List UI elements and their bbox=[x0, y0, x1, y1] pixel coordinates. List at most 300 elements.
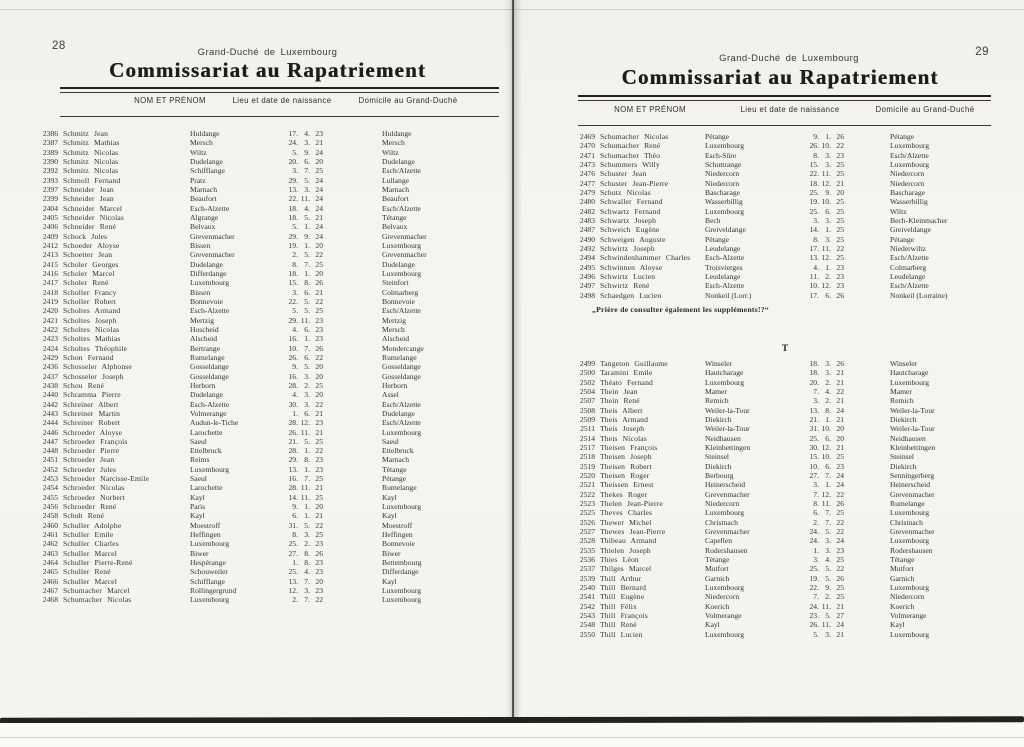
entry-birthdate: 26. 6. 22 bbox=[288, 352, 323, 362]
entry-birthplace: Bech bbox=[705, 215, 721, 225]
table-row bbox=[545, 188, 1015, 197]
entry-domicile: Volmerange bbox=[890, 610, 927, 620]
entry-number: 2452 bbox=[42, 464, 58, 474]
entry-number: 2464 bbox=[42, 558, 58, 568]
entry-birthplace: Christnach bbox=[705, 517, 738, 527]
table-row bbox=[545, 527, 1015, 536]
entry-birthdate: 15. 8. 26 bbox=[288, 278, 323, 288]
entry-number: 2507 bbox=[579, 396, 595, 406]
table-row bbox=[30, 232, 505, 241]
entry-number: 2497 bbox=[579, 281, 595, 291]
entry-birthdate: 25. 5. 22 bbox=[809, 564, 844, 574]
entry-name: Schuller Charles bbox=[63, 539, 119, 549]
entry-birthplace: Wiltz bbox=[190, 147, 207, 157]
table-row bbox=[30, 334, 505, 343]
entry-domicile: Bettembourg bbox=[382, 558, 422, 568]
entry-birthplace: Dudelange bbox=[190, 156, 223, 166]
entry-birthplace: Grevenmacher bbox=[705, 526, 750, 536]
entry-domicile: Heffingen bbox=[382, 530, 413, 540]
entry-domicile: Luxembourg bbox=[382, 427, 422, 437]
entry-birthdate: 17. 11. 22 bbox=[809, 243, 844, 253]
entry-birthplace: Herborn bbox=[190, 380, 216, 390]
entry-number: 2522 bbox=[579, 489, 595, 499]
entry-domicile: Differdange bbox=[382, 567, 419, 577]
entry-domicile: Luxembourg bbox=[382, 586, 422, 596]
entry-birthplace: Kayl bbox=[190, 511, 205, 521]
entry-birthdate: 22. 9. 25 bbox=[809, 582, 844, 592]
entry-birthdate: 4. 6. 23 bbox=[292, 324, 323, 334]
table-row bbox=[30, 446, 505, 455]
table-row bbox=[545, 480, 1015, 489]
entry-number: 2469 bbox=[579, 132, 595, 141]
table-row bbox=[545, 546, 1015, 555]
entry-birthdate: 15. 3. 25 bbox=[809, 159, 844, 169]
entry-birthplace: Tétange bbox=[705, 554, 730, 564]
entry-domicile: Luxembourg bbox=[890, 377, 930, 387]
entry-birthplace: Biwer bbox=[190, 548, 209, 558]
table-row bbox=[545, 216, 1015, 225]
entry-name: Theisen Roger bbox=[600, 470, 650, 480]
table-row bbox=[545, 443, 1015, 452]
entry-number: 2465 bbox=[42, 567, 58, 577]
entry-name: Schuster Jean-Pierre bbox=[600, 178, 669, 188]
table-row bbox=[30, 278, 505, 287]
entry-birthdate: 4. 3. 20 bbox=[292, 390, 323, 400]
table-row bbox=[545, 197, 1015, 206]
table-row bbox=[545, 207, 1015, 216]
entry-name: Schreiner Albert bbox=[63, 399, 119, 409]
entry-domicile: Luxembourg bbox=[890, 536, 930, 546]
entry-name: Thill Eugène bbox=[600, 592, 645, 602]
entry-name: Schou René bbox=[63, 380, 104, 390]
table-row bbox=[30, 577, 505, 586]
entry-number: 2550 bbox=[579, 629, 595, 639]
entry-domicile: Luxembourg bbox=[890, 582, 930, 592]
entry-domicile: Luxembourg bbox=[382, 240, 422, 250]
table-row bbox=[545, 434, 1015, 443]
entry-number: 2536 bbox=[579, 554, 595, 564]
entry-birthdate: 25. 9. 20 bbox=[809, 187, 844, 197]
entry-birthplace: Mutfort bbox=[705, 564, 729, 574]
table-row bbox=[30, 194, 505, 203]
entry-birthplace: Gosseldange bbox=[190, 371, 229, 381]
entry-birthdate: 19. 10. 25 bbox=[809, 197, 844, 207]
entry-name: Thill Félix bbox=[600, 601, 637, 611]
table-row bbox=[545, 160, 1015, 169]
entry-birthplace: Esch-Alzette bbox=[190, 306, 230, 316]
entry-domicile: Kayl bbox=[890, 620, 905, 630]
entry-domicile: Diekirch bbox=[890, 461, 917, 471]
entry-birthplace: Mersch bbox=[190, 138, 213, 148]
entry-number: 2436 bbox=[42, 362, 58, 372]
entry-domicile: Kleinbettingen bbox=[890, 442, 936, 452]
entry-number: 2448 bbox=[42, 446, 58, 456]
entry-name: Schumacher Nicolas bbox=[63, 595, 132, 605]
entry-name: Scholer Georges bbox=[63, 259, 119, 269]
entry-number: 2423 bbox=[42, 334, 58, 344]
entry-number: 2453 bbox=[42, 474, 58, 484]
entry-birthdate: 3. 7. 25 bbox=[292, 166, 323, 176]
entry-birthdate: 18. 3. 21 bbox=[809, 368, 844, 378]
entry-birthplace: Bascharage bbox=[705, 187, 740, 197]
table-row bbox=[545, 368, 1015, 377]
entry-name: Thill René bbox=[600, 620, 637, 630]
entry-birthdate: 18. 5. 21 bbox=[288, 212, 323, 222]
entry-name: Theis Nicolas bbox=[600, 433, 647, 443]
entry-name: Taramini Emile bbox=[600, 368, 653, 378]
entry-birthplace: Luxembourg bbox=[190, 464, 230, 474]
entry-name: Scholtes Mathias bbox=[63, 334, 121, 344]
entry-number: 2455 bbox=[42, 492, 58, 502]
entry-birthplace: Capellen bbox=[705, 536, 732, 546]
table-row bbox=[30, 325, 505, 334]
entry-birthdate: 8. 11. 26 bbox=[813, 498, 844, 508]
entry-number: 2409 bbox=[42, 231, 58, 241]
entry-number: 2504 bbox=[579, 386, 595, 396]
entry-birthdate: 19. 5. 26 bbox=[809, 573, 844, 583]
entry-domicile: Belvaux bbox=[382, 222, 408, 232]
entry-domicile: Beaufort bbox=[382, 194, 409, 204]
entry-birthdate: 16. 7. 25 bbox=[288, 474, 323, 484]
entry-name: Thelen Jean-Pierre bbox=[600, 498, 663, 508]
entry-birthplace: Bertrange bbox=[190, 343, 220, 353]
entry-birthdate: 9. 5. 20 bbox=[292, 362, 323, 372]
entry-birthdate: 1. 6. 21 bbox=[292, 408, 323, 418]
entry-name: Schmitz Jean bbox=[63, 129, 109, 138]
table-row bbox=[30, 185, 505, 194]
table-row bbox=[545, 462, 1015, 471]
entry-domicile: Luxembourg bbox=[890, 159, 930, 169]
entry-name: Schreiner Robert bbox=[63, 418, 121, 428]
entry-number: 2499 bbox=[579, 359, 595, 368]
table-row bbox=[545, 415, 1015, 424]
entry-birthplace: Ettelbruck bbox=[190, 446, 222, 456]
entry-name: Schuller Emile bbox=[63, 530, 114, 540]
entry-domicile: Esch/Alzette bbox=[890, 253, 929, 263]
entry-birthdate: 1. 3. 23 bbox=[813, 545, 844, 555]
entry-birthplace: Grevenmacher bbox=[705, 489, 750, 499]
entry-birthdate: 3. 4. 25 bbox=[813, 554, 844, 564]
entry-number: 2473 bbox=[579, 159, 595, 169]
entry-birthplace: Neidhausen bbox=[705, 433, 741, 443]
table-row bbox=[545, 620, 1015, 629]
entry-domicile: Rumelange bbox=[890, 498, 925, 508]
entry-domicile: Mersch bbox=[382, 324, 405, 334]
entry-birthplace: Koerich bbox=[705, 601, 730, 611]
entry-name: Thill Bernard bbox=[600, 582, 647, 592]
entry-birthdate: 1. 8. 23 bbox=[292, 558, 323, 568]
entry-birthdate: 24. 5. 22 bbox=[809, 526, 844, 536]
entry-birthplace: Gosseldange bbox=[190, 362, 229, 372]
entry-birthplace: Leudelange bbox=[705, 243, 741, 253]
entry-name: Schroeder Nicolas bbox=[63, 483, 125, 493]
entry-number: 2444 bbox=[42, 418, 58, 428]
entry-birthplace: Luxembourg bbox=[705, 508, 745, 518]
table-row bbox=[30, 558, 505, 567]
entry-name: Schroeder Pierre bbox=[63, 446, 120, 456]
entry-domicile: Niedercorn bbox=[890, 592, 925, 602]
entry-birthdate: 8. 3. 25 bbox=[813, 234, 844, 244]
section-letter-t: T bbox=[781, 344, 789, 354]
entry-birthplace: Berbourg bbox=[705, 470, 734, 480]
table-rows-s bbox=[545, 132, 1015, 300]
entry-number: 2413 bbox=[42, 250, 58, 260]
entry-number: 2440 bbox=[42, 390, 58, 400]
entry-domicile: Weiler-la-Tour bbox=[890, 424, 935, 434]
entry-domicile: Luxembourg bbox=[382, 595, 422, 605]
entry-number: 2462 bbox=[42, 539, 58, 549]
entry-name: Schwirtz Lucien bbox=[600, 271, 656, 281]
entry-number: 2535 bbox=[579, 545, 595, 555]
column-headers-left bbox=[30, 96, 505, 108]
entry-birthdate: 29. 5. 24 bbox=[288, 175, 323, 185]
entry-birthplace: Volmerange bbox=[705, 610, 742, 620]
entry-birthplace: Algrange bbox=[190, 212, 219, 222]
entry-name: Schweigen Auguste bbox=[600, 234, 666, 244]
entry-name: Schumacher Marcel bbox=[63, 586, 130, 596]
table-row bbox=[545, 630, 1015, 639]
entry-birthdate: 28. 1. 22 bbox=[288, 446, 323, 456]
table-row bbox=[30, 390, 505, 399]
entry-domicile: Bech-Kleinmacher bbox=[890, 215, 948, 225]
entry-birthdate: 16. 3. 20 bbox=[288, 371, 323, 381]
table-row bbox=[30, 511, 505, 520]
entry-birthplace: Grevenmacher bbox=[190, 231, 235, 241]
entry-birthplace: Luxembourg bbox=[705, 206, 745, 216]
entry-birthplace: Schifflange bbox=[190, 576, 225, 586]
entry-domicile: Grevenmacher bbox=[890, 526, 935, 536]
entry-domicile: Christnach bbox=[890, 517, 923, 527]
entry-birthplace: Remich bbox=[705, 396, 729, 406]
entry-name: Schuller Pierre-René bbox=[63, 558, 133, 568]
entry-name: Schneider Nicolas bbox=[63, 212, 125, 222]
entry-name: Thill Arthur bbox=[600, 573, 642, 583]
entry-birthdate: 11. 2. 23 bbox=[809, 271, 844, 281]
entry-domicile: Grevenmacher bbox=[382, 250, 427, 260]
entry-name: Théato Fernand bbox=[600, 377, 653, 387]
entry-number: 2416 bbox=[42, 268, 58, 278]
entry-name: Schreiner Martin bbox=[63, 408, 121, 418]
entry-number: 2405 bbox=[42, 212, 58, 222]
column-headers-right bbox=[545, 105, 1015, 117]
entry-number: 2494 bbox=[579, 253, 595, 263]
entry-name: Thies Léon bbox=[600, 554, 639, 564]
entry-number: 2397 bbox=[42, 184, 58, 194]
entry-domicile: Grevenmacher bbox=[382, 231, 427, 241]
entry-birthplace: Greiveldange bbox=[705, 225, 746, 235]
entry-domicile: Bonnevoie bbox=[382, 539, 415, 549]
entry-birthplace: Steinsel bbox=[705, 452, 730, 462]
entry-birthdate: 4. 1. 23 bbox=[813, 262, 844, 272]
table-row bbox=[545, 132, 1015, 141]
entry-birthdate: 18. 4. 24 bbox=[288, 203, 323, 213]
entry-name: Schramma Pierre bbox=[63, 390, 121, 400]
entry-domicile: Mutfort bbox=[890, 564, 914, 574]
entry-birthplace: Schuttrange bbox=[705, 159, 742, 169]
entry-birthplace: Weiler-la-Tour bbox=[705, 405, 750, 415]
entry-birthplace: Troisvierges bbox=[705, 262, 743, 272]
entry-birthplace: Grevenmacher bbox=[190, 250, 235, 260]
entry-number: 2511 bbox=[580, 424, 595, 434]
entry-number: 2421 bbox=[42, 315, 58, 325]
entry-birthdate: 18. 3. 26 bbox=[809, 359, 844, 368]
entry-number: 2438 bbox=[42, 380, 58, 390]
entry-birthplace: Niedercorn bbox=[705, 498, 740, 508]
entry-number: 2461 bbox=[42, 530, 58, 540]
entry-domicile: Pétange bbox=[890, 132, 915, 141]
entry-name: Schwaller Fernand bbox=[600, 197, 663, 207]
entry-birthdate: 25. 2. 23 bbox=[288, 539, 323, 549]
table-row bbox=[545, 387, 1015, 396]
entry-birthdate: 5. 1. 24 bbox=[292, 222, 323, 232]
entry-birthplace: Garnich bbox=[705, 573, 730, 583]
entry-birthdate: 8. 3. 25 bbox=[292, 530, 323, 540]
page-title-left: Commissariat au Rapatriement bbox=[108, 58, 427, 82]
entry-birthplace: Differdange bbox=[190, 268, 227, 278]
entry-birthplace: Winseler bbox=[705, 359, 733, 368]
table-row bbox=[30, 502, 505, 511]
entry-number: 2509 bbox=[579, 414, 595, 424]
table-row bbox=[545, 141, 1015, 150]
entry-name: Scholtes Joseph bbox=[63, 315, 117, 325]
entry-birthplace: Esch-Alzette bbox=[190, 203, 230, 213]
entry-name: Schmitz Mathias bbox=[63, 138, 120, 148]
entry-birthdate: 6. 1. 21 bbox=[292, 511, 323, 521]
entry-birthplace: Saeul bbox=[190, 474, 207, 484]
entry-number: 2420 bbox=[42, 306, 58, 316]
page-number-right: 29 bbox=[975, 46, 989, 58]
entry-birthplace: Kayl bbox=[705, 620, 720, 630]
table-row bbox=[545, 225, 1015, 234]
entry-birthplace: Paris bbox=[190, 502, 206, 512]
entry-domicile: Nonkeil (Lorraine) bbox=[890, 290, 948, 300]
entry-number: 2525 bbox=[579, 508, 595, 518]
entry-domicile: Assel bbox=[382, 390, 399, 400]
table-row bbox=[30, 567, 505, 576]
entry-birthdate: 28. 12. 23 bbox=[288, 418, 323, 428]
entry-birthdate: 7. 2. 25 bbox=[813, 592, 844, 602]
table-row bbox=[545, 471, 1015, 480]
entry-birthdate: 10. 12. 23 bbox=[809, 281, 844, 291]
table-row bbox=[30, 157, 505, 166]
entry-name: Thekes Roger bbox=[600, 489, 648, 499]
entry-number: 2483 bbox=[579, 215, 595, 225]
entry-birthplace: Belvaux bbox=[190, 222, 216, 232]
entry-birthdate: 25. 6. 20 bbox=[809, 433, 844, 443]
entry-name: Schroeder René bbox=[63, 502, 117, 512]
entry-name: Schuller Adolphe bbox=[63, 520, 122, 530]
entry-domicile: Moestroff bbox=[382, 520, 413, 530]
page-title-right: Commissariat au Rapatriement bbox=[621, 65, 939, 89]
entry-number: 2498 bbox=[579, 290, 595, 300]
entry-birthplace: Dudelange bbox=[190, 259, 223, 269]
entry-domicile: Wiltz bbox=[890, 206, 907, 216]
entry-number: 2451 bbox=[42, 455, 58, 465]
entry-name: Scholler Francy bbox=[63, 287, 117, 297]
entry-domicile: Esch/Alzette bbox=[890, 281, 929, 291]
entry-birthplace: Larochette bbox=[190, 427, 223, 437]
entry-birthplace: Larochette bbox=[190, 483, 223, 493]
entry-birthplace: Diekirch bbox=[705, 414, 732, 424]
entry-domicile: Dudelange bbox=[382, 408, 415, 418]
page-right bbox=[545, 35, 1015, 695]
entry-domicile: Diekirch bbox=[890, 414, 917, 424]
entry-birthdate: 14. 1. 25 bbox=[809, 225, 844, 235]
entry-birthplace: Esch-Alzette bbox=[190, 399, 230, 409]
entry-domicile: Niederwiltz bbox=[890, 243, 926, 253]
entry-number: 2447 bbox=[42, 436, 58, 446]
entry-birthdate: 22. 11. 25 bbox=[809, 169, 844, 179]
entry-birthplace: Heinerscheid bbox=[705, 480, 746, 490]
table-row bbox=[545, 235, 1015, 244]
entry-domicile: Wasserbillig bbox=[890, 197, 928, 207]
column-header-domicile: Domicile au Grand-Duché bbox=[875, 105, 975, 114]
entry-number: 2393 bbox=[42, 175, 58, 185]
entry-birthdate: 26. 10. 22 bbox=[809, 141, 844, 151]
page-number-left: 28 bbox=[52, 40, 66, 52]
table-row bbox=[545, 263, 1015, 272]
entry-domicile: Heinerscheid bbox=[890, 480, 931, 490]
entry-number: 2541 bbox=[579, 592, 595, 602]
entry-domicile: Biwer bbox=[382, 548, 401, 558]
table-row bbox=[30, 297, 505, 306]
entry-number: 2490 bbox=[579, 234, 595, 244]
table-row bbox=[545, 378, 1015, 387]
entry-name: Schuller Marcel bbox=[63, 576, 117, 586]
entry-birthdate: 14. 11. 25 bbox=[288, 492, 323, 502]
entry-number: 2399 bbox=[42, 194, 58, 204]
entry-domicile: Colmarberg bbox=[890, 262, 927, 272]
table-row bbox=[545, 536, 1015, 545]
entry-birthplace: Mertzig bbox=[190, 315, 215, 325]
entry-domicile: Mersch bbox=[382, 138, 405, 148]
entry-name: Scholtes Nicolas bbox=[63, 324, 120, 334]
column-header-birth: Lieu et date de naissance bbox=[740, 105, 840, 114]
entry-name: Theisen Robert bbox=[600, 461, 652, 471]
entry-birthdate: 24. 3. 21 bbox=[288, 138, 323, 148]
entry-birthdate: 31. 5. 22 bbox=[288, 520, 323, 530]
entry-birthdate: 23. 5. 27 bbox=[809, 610, 844, 620]
entry-name: Schwartz Joseph bbox=[600, 215, 657, 225]
entry-number: 2424 bbox=[42, 343, 58, 353]
entry-name: Schumacher Théo bbox=[600, 150, 661, 160]
entry-birthdate: 7. 4. 22 bbox=[813, 386, 844, 396]
table-row bbox=[545, 253, 1015, 262]
entry-number: 2437 bbox=[42, 371, 58, 381]
entry-birthplace: Kayl bbox=[190, 492, 205, 502]
table-row bbox=[30, 530, 505, 539]
entry-birthdate: 27. 8. 26 bbox=[288, 548, 323, 558]
entry-number: 2389 bbox=[42, 147, 58, 157]
entry-birthdate: 16. 1. 23 bbox=[288, 334, 323, 344]
entry-domicile: Rumelange bbox=[382, 352, 417, 362]
entry-birthdate: 6. 7. 25 bbox=[813, 508, 844, 518]
entry-number: 2476 bbox=[579, 169, 595, 179]
title-rule-left bbox=[60, 87, 499, 93]
entry-domicile: Esch/Alzette bbox=[382, 306, 421, 316]
entry-birthplace: Pétange bbox=[705, 234, 730, 244]
entry-number: 2443 bbox=[42, 408, 58, 418]
entry-number: 2487 bbox=[579, 225, 595, 235]
entry-birthplace: Luxembourg bbox=[705, 141, 745, 151]
entry-number: 2387 bbox=[42, 138, 58, 148]
entry-domicile: Saeul bbox=[382, 436, 399, 446]
entry-name: Schock Jules bbox=[63, 231, 108, 241]
entry-domicile: Luxembourg bbox=[382, 268, 422, 278]
entry-number: 2526 bbox=[579, 517, 595, 527]
entry-name: Schroeder Jean bbox=[63, 455, 115, 465]
entry-name: Schroeder Narcisse-Emile bbox=[63, 474, 150, 484]
